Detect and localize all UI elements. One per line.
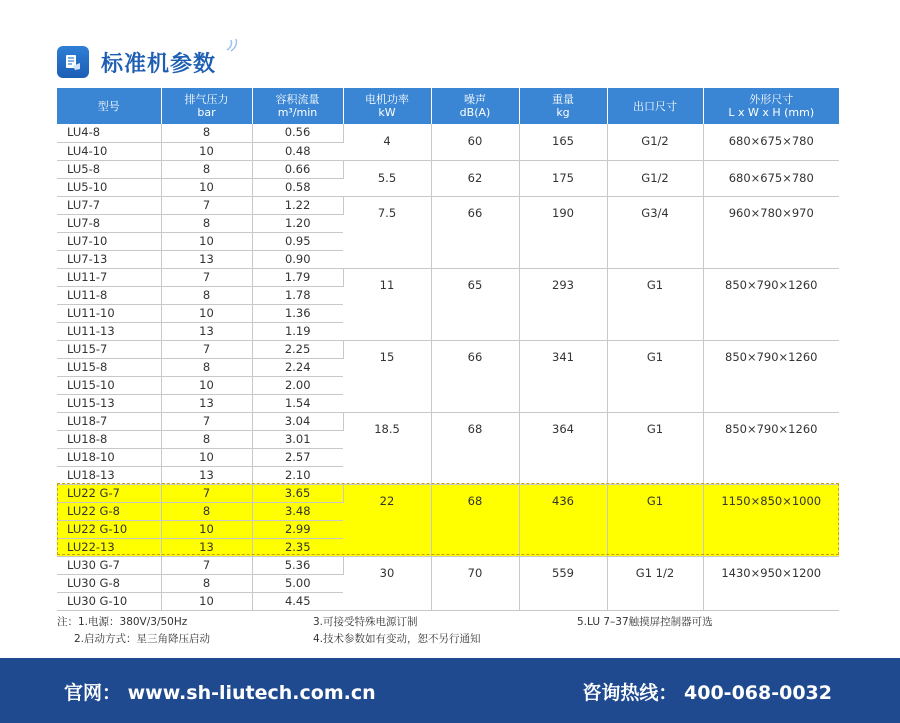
cell-weight: 559 [519,556,607,610]
table-row [57,556,839,574]
cell-power: 11 [343,268,431,340]
cell-model: LU18-13 [57,466,161,484]
cell-flow: 2.10 [252,466,343,484]
header-dimensions: 外形尺寸 L x W x H (mm) [703,88,839,124]
header-model: 型号 [57,88,161,124]
cell-dimensions: 960×780×970 [703,196,839,268]
cell-pressure: 8 [161,502,252,520]
cell-flow: 0.90 [252,250,343,268]
page-title: 标准机参数 [101,51,217,77]
cell-pressure: 10 [161,376,252,394]
cell-dimensions: 850×790×1260 [703,340,839,412]
header-flow: 容积流量 m³/min [252,88,343,124]
cell-pressure: 7 [161,556,252,574]
hotline-text: 咨询热线： 400-068-0032 [582,682,832,704]
cell-pressure: 10 [161,520,252,538]
cell-flow: 0.66 [252,160,343,178]
cell-flow: 1.22 [252,196,343,214]
cell-pressure: 13 [161,394,252,412]
cell-noise: 65 [431,268,519,340]
cell-model: LU22 G-7 [57,484,161,502]
cell-pressure: 13 [161,322,252,340]
header-weight: 重量 kg [519,88,607,124]
cell-model: LU11-10 [57,304,161,322]
cell-outlet: G1 [607,340,703,412]
cell-pressure: 10 [161,448,252,466]
cell-flow: 1.36 [252,304,343,322]
cell-flow: 0.58 [252,178,343,196]
cell-model: LU11-7 [57,268,161,286]
cell-model: LU7-10 [57,232,161,250]
cell-flow: 2.00 [252,376,343,394]
cell-model: LU15-10 [57,376,161,394]
cell-flow: 2.57 [252,448,343,466]
cell-noise: 60 [431,124,519,160]
cell-outlet: G1 [607,268,703,340]
table-header-row [57,88,839,124]
cell-noise: 68 [431,412,519,484]
cell-weight: 293 [519,268,607,340]
cell-model: LU7-7 [57,196,161,214]
cell-model: LU4-8 [57,124,161,142]
cell-noise: 62 [431,160,519,196]
cell-model: LU5-10 [57,178,161,196]
cell-pressure: 13 [161,466,252,484]
cell-pressure: 8 [161,124,252,142]
cell-dimensions: 850×790×1260 [703,268,839,340]
cell-power: 5.5 [343,160,431,196]
cell-flow: 2.24 [252,358,343,376]
cell-power: 7.5 [343,196,431,268]
footer-bar [0,658,900,723]
cell-noise: 70 [431,556,519,610]
cell-weight: 436 [519,484,607,556]
note-4: 4.技术参数如有变动，恕不另行通知 [313,633,481,645]
cell-weight: 190 [519,196,607,268]
cell-model: LU7-8 [57,214,161,232]
cell-model: LU11-8 [57,286,161,304]
cell-model: LU18-7 [57,412,161,430]
cell-flow: 1.19 [252,322,343,340]
cell-model: LU15-8 [57,358,161,376]
cell-pressure: 8 [161,286,252,304]
cell-flow: 3.48 [252,502,343,520]
cell-outlet: G1/2 [607,124,703,160]
cell-dimensions: 1430×950×1200 [703,556,839,610]
cell-flow: 4.45 [252,592,343,610]
table-body [57,124,839,610]
cell-model: LU11-13 [57,322,161,340]
header-pressure: 排气压力 bar [161,88,252,124]
cell-flow: 2.25 [252,340,343,358]
cell-model: LU30 G-7 [57,556,161,574]
cell-noise: 66 [431,196,519,268]
cell-flow: 0.56 [252,124,343,142]
cell-flow: 3.65 [252,484,343,502]
cell-flow: 2.99 [252,520,343,538]
cell-pressure: 8 [161,214,252,232]
cell-model: LU15-13 [57,394,161,412]
cell-dimensions: 680×675×780 [703,124,839,160]
cell-pressure: 10 [161,178,252,196]
cell-flow: 1.54 [252,394,343,412]
table-row [57,196,839,214]
cell-model: LU7-13 [57,250,161,268]
cell-power: 22 [343,484,431,556]
cell-pressure: 7 [161,412,252,430]
cell-pressure: 10 [161,142,252,160]
table-row [57,412,839,430]
cell-model: LU30 G-8 [57,574,161,592]
cell-outlet: G3/4 [607,196,703,268]
note-2: 2.启动方式：星三角降压启动 [74,633,211,645]
cell-flow: 3.04 [252,412,343,430]
cell-flow: 5.36 [252,556,343,574]
cell-model: LU15-7 [57,340,161,358]
cell-dimensions: 1150×850×1000 [703,484,839,556]
note-5: 5.LU 7–37触摸屏控制器可选 [577,616,713,628]
cell-model: LU22 G-10 [57,520,161,538]
cell-pressure: 7 [161,340,252,358]
cell-flow: 3.01 [252,430,343,448]
header-outlet: 出口尺寸 [607,88,703,124]
cell-power: 4 [343,124,431,160]
document-hand-icon [57,46,89,78]
cell-flow: 1.20 [252,214,343,232]
cell-noise: 68 [431,484,519,556]
cell-pressure: 8 [161,574,252,592]
cell-pressure: 7 [161,196,252,214]
cell-flow: 5.00 [252,574,343,592]
cell-model: LU4-10 [57,142,161,160]
cell-outlet: G1/2 [607,160,703,196]
cell-weight: 364 [519,412,607,484]
cell-flow: 1.78 [252,286,343,304]
cell-flow: 0.48 [252,142,343,160]
cell-weight: 341 [519,340,607,412]
cell-outlet: G1 [607,484,703,556]
table-row [57,484,839,502]
cell-model: LU30 G-10 [57,592,161,610]
cell-pressure: 10 [161,304,252,322]
cell-weight: 175 [519,160,607,196]
cell-dimensions: 680×675×780 [703,160,839,196]
cell-weight: 165 [519,124,607,160]
cell-pressure: 7 [161,268,252,286]
header-power: 电机功率 kW [343,88,431,124]
cell-pressure: 7 [161,484,252,502]
cell-model: LU22-13 [57,538,161,556]
cell-dimensions: 850×790×1260 [703,412,839,484]
table-row [57,340,839,358]
table-row [57,160,839,178]
cell-model: LU5-8 [57,160,161,178]
table-row [57,268,839,286]
signal-wave-icon [225,38,241,52]
cell-power: 30 [343,556,431,610]
cell-model: LU22 G-8 [57,502,161,520]
header-noise: 噪声 dB(A) [431,88,519,124]
note-3: 3.可接受特殊电源订制 [313,616,418,628]
table-row [57,124,839,142]
cell-model: LU18-8 [57,430,161,448]
cell-pressure: 13 [161,538,252,556]
website-text: 官网： www.sh-liutech.com.cn [64,682,376,704]
cell-pressure: 10 [161,232,252,250]
cell-flow: 0.95 [252,232,343,250]
cell-pressure: 8 [161,430,252,448]
cell-pressure: 8 [161,358,252,376]
note-1: 注：1.电源：380V/3/50Hz [57,616,188,628]
cell-outlet: G1 [607,412,703,484]
cell-power: 18.5 [343,412,431,484]
section-header [57,44,216,80]
cell-pressure: 8 [161,160,252,178]
cell-outlet: G1 1/2 [607,556,703,610]
cell-pressure: 13 [161,250,252,268]
cell-flow: 2.35 [252,538,343,556]
spec-table [57,88,839,611]
cell-noise: 66 [431,340,519,412]
cell-model: LU18-10 [57,448,161,466]
cell-pressure: 10 [161,592,252,610]
cell-flow: 1.79 [252,268,343,286]
cell-power: 15 [343,340,431,412]
